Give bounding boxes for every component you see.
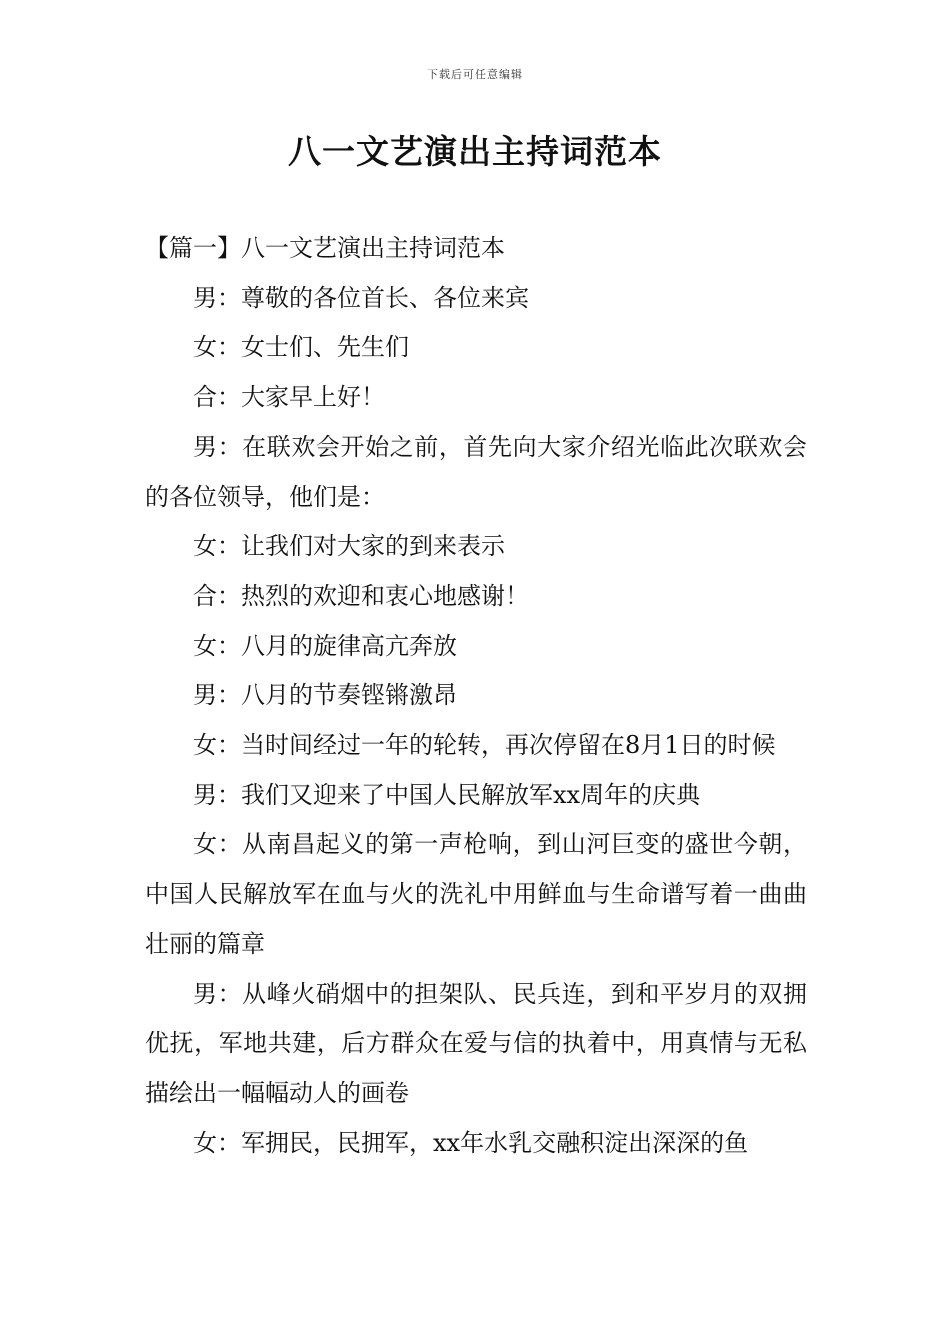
paragraph: 男：八月的节奏铿锵激昂 bbox=[193, 681, 457, 710]
paragraph: 男：尊敬的各位首长、各位来宾 bbox=[193, 283, 529, 312]
document-title: 八一文艺演出主持词范本 bbox=[288, 132, 662, 171]
paragraph: 男：在联欢会开始之前，首先向大家介绍光临此次联欢会的各位领导，他们是： bbox=[145, 432, 807, 511]
paragraph: 女：让我们对大家的到来表示 bbox=[193, 532, 505, 561]
paragraph: 合：大家早上好！ bbox=[193, 383, 385, 412]
document-body bbox=[145, 224, 807, 1168]
paragraph: 女：从南昌起义的第一声枪响，到山河巨变的盛世今朝，中国人民解放军在血与火的洗礼中用鲜血与生命谱写着一曲曲壮丽的篇章 bbox=[145, 830, 807, 958]
paragraph: 男：从峰火硝烟中的担架队、民兵连，到和平岁月的双拥优抚，军地共建，后方群众在爱与信的执着中，用真情与无私描绘出一幅幅动人的画卷 bbox=[145, 979, 807, 1107]
paragraph: 合：热烈的欢迎和衷心地感谢！ bbox=[193, 581, 529, 610]
paragraph: 女：当时间经过一年的轮转，再次停留在8月1日的时候 bbox=[193, 731, 776, 760]
header-note: 下载后可任意编辑 bbox=[427, 68, 523, 81]
paragraph: 女：军拥民，民拥军，xx年水乳交融积淀出深深的鱼 bbox=[193, 1128, 749, 1157]
paragraph: 女：八月的旋律高亢奔放 bbox=[193, 631, 457, 660]
paragraph: 男：我们又迎来了中国人民解放军xx周年的庆典 bbox=[193, 780, 701, 809]
section-heading: 【篇一】八一文艺演出主持词范本 bbox=[145, 234, 505, 262]
paragraph: 女：女士们、先生们 bbox=[193, 333, 409, 362]
